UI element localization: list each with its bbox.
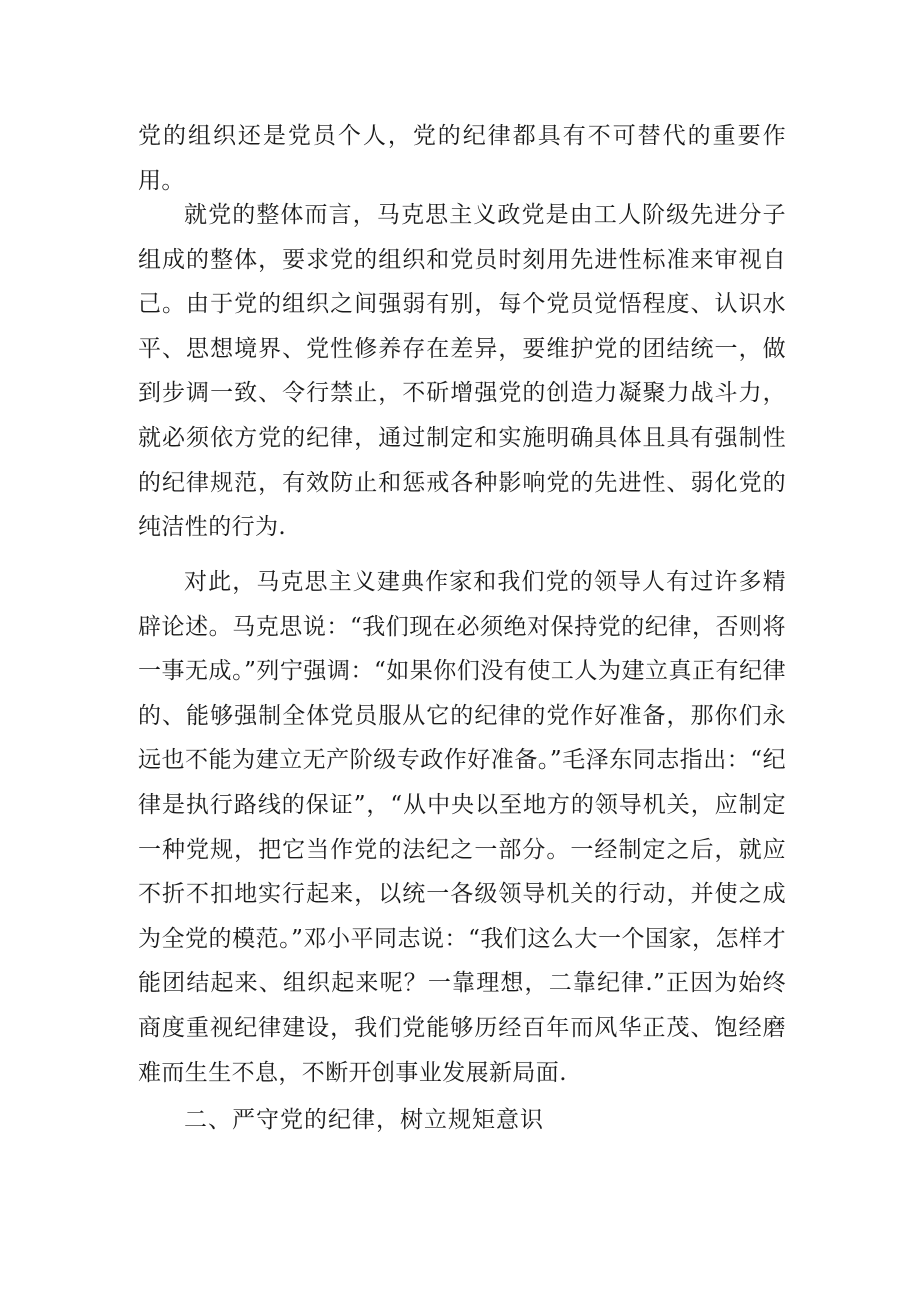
- paragraph-continuation: 党的组织还是党员个人，党的纪律都具有不可替代的重要作用。: [138, 123, 786, 194]
- paragraph-quotations: 对此，马克思主义建典作家和我们党的领导人有过许多精辟论述。马克思说：“我们现在必须绝对保持党的纪律，否则将一事无成。”列宁强调：“如果你们没有使工人为建立真正有纪律的、能够强制全体党员服从它的纪律的党作好准备，那你们永远也不能为建立无产阶级专政作好准备。”毛泽东同志指出：“纪律是执行路线的保证”，“从中央以至地方的领导机关，应制定一种党规，把它当作党的法纪之一部分。一经制定之后，就应不折不扣地实行起来，以统一各级领导机关的行动，并使之成为全党的模范。”邓小平同志说：“我们这么大一个国家，怎样才能团结起来、组织起来呢？一靠理想，二靠纪律.”正因为始终商度重视纪律建设，我们党能够历经百年而风华正茂、饱经磨难而生生不息，不断开创事业发展新局面.: [138, 569, 786, 1086]
- section-heading: 二、严守党的纪律，树立规矩意识: [184, 1107, 544, 1133]
- paragraph-party-whole: 就党的整体而言，马克思主义政党是由工人阶级先进分子组成的整体，要求党的组织和党员时刻用先进性标准来审视自己。由于党的组织之间强弱有别，每个党员觉悟程度、认识水平、思想境界、党性修养存在差异，要维护党的团结统一，做到步调一致、令行禁止，不斫增强党的创造力凝聚力战斗力，就必须依方党的纪律，通过制定和实施明确具体且具有强制性的纪律规范，有效防止和惩戒各种影响党的先进性、弱化党的纯洁性的行为.: [138, 202, 786, 541]
